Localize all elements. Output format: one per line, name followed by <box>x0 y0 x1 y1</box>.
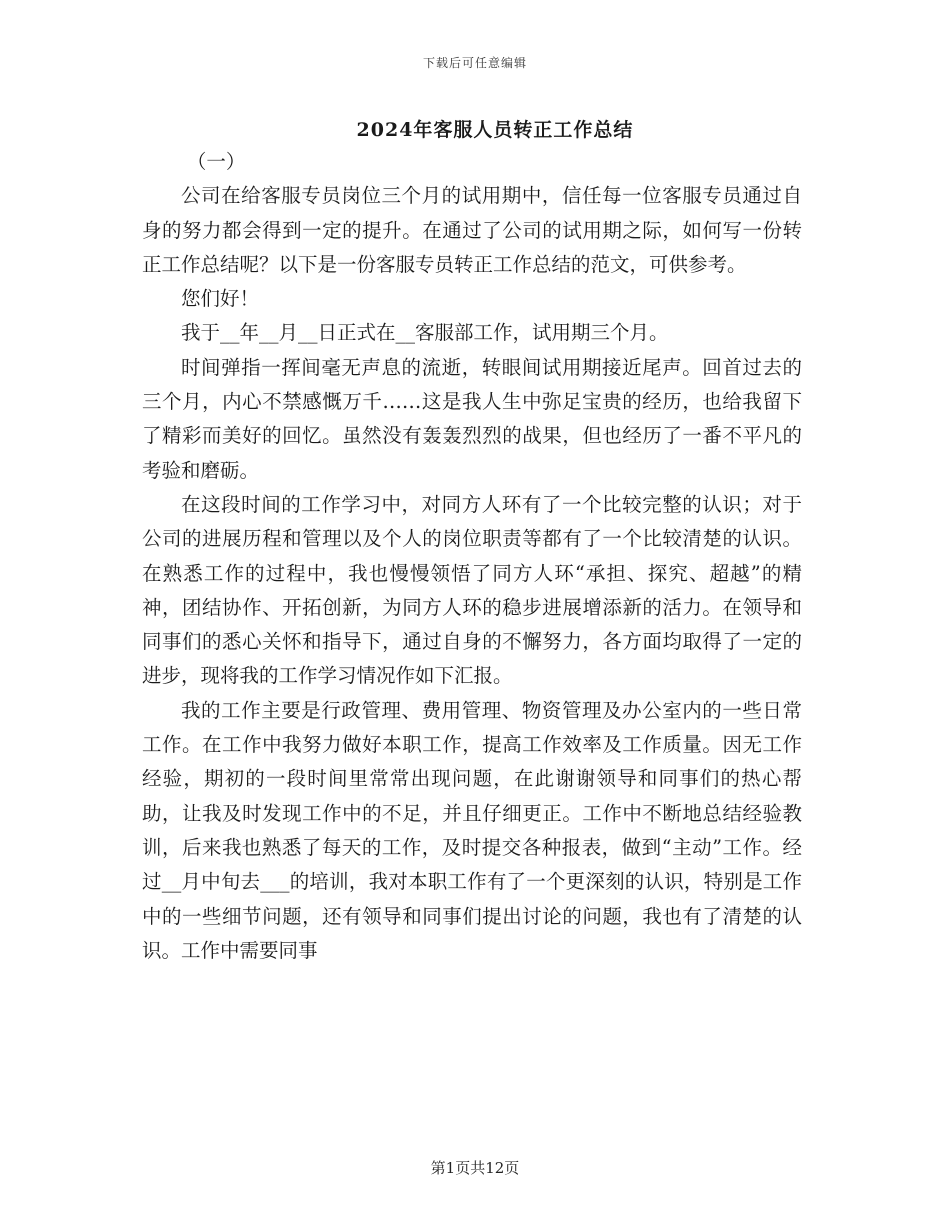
paragraph-intro: 公司在给客服专员岗位三个月的试用期中，信任每一位客服专员通过自身的努力都会得到一定的提升。在通过了公司的试用期之际，如何写一份转正工作总结呢？以下是一份客服专员转正工作总结的范文，可供参考。 <box>142 184 802 276</box>
paragraph-reflection: 时间弹指一挥间毫无声息的流逝，转眼间试用期接近尾声。回首过去的三个月，内心不禁感慨万千……这是我人生中弥足宝贵的经历，也给我留下了精彩而美好的回忆。虽然没有轰轰烈烈的战果，但也经历了一番不平凡的考验和磨砺。 <box>142 355 802 482</box>
paragraph-start-date: 我于__年__月__日正式在__客服部工作，试用期三个月。 <box>181 321 669 345</box>
document-title: 2024年客服人员转正工作总结 <box>356 119 634 141</box>
paragraph-greeting: 您们好！ <box>181 287 260 311</box>
page-footer: 第1页共12页 <box>430 1159 520 1177</box>
section-label: （一） <box>186 150 246 173</box>
document-body <box>142 145 802 968</box>
paragraph-work-duties: 我的工作主要是行政管理、费用管理、物资管理及办公室内的一些日常工作。在工作中我努力做好本职工作，提高工作效率及工作质量。因无工作经验，期初的一段时间里常常出现问题，在此谢谢领导和同事们的热心帮助，让我及时发现工作中的不足，并且仔细更正。工作中不断地总结经验教训，后来我也熟悉了每天的工作，及时提交各种报表，做到“主动”工作。经过__月中旬去___的培训，我对本职工作有了一个更深刻的认识，特别是工作中的一些细节问题，还有领导和同事们提出讨论的问题，我也有了清楚的认识。工作中需要同事 <box>142 698 802 962</box>
header-note: 下载后可任意编辑 <box>422 56 527 70</box>
paragraph-company-understanding: 在这段时间的工作学习中，对同方人环有了一个比较完整的认识；对于公司的进展历程和管理以及个人的岗位职责等都有了一个比较清楚的认识。在熟悉工作的过程中，我也慢慢领悟了同方人环“承担、探究、超越”的精神，团结协作、开拓创新，为同方人环的稳步进展增添新的活力。在领导和同事们的悉心关怀和指导下，通过自身的不懈努力，各方面均取得了一定的进步，现将我的工作学习情况作如下汇报。 <box>142 492 802 688</box>
